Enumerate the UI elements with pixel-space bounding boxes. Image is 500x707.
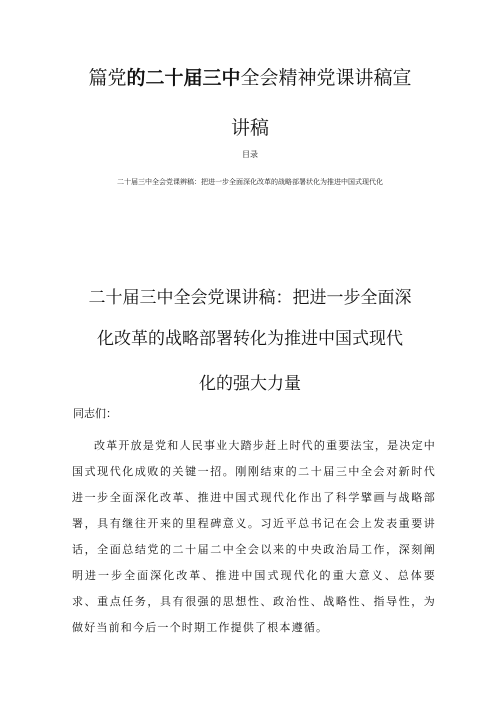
section-title-line-1: 二十届三中全会党课讲稿：把进一步全面深 <box>88 288 412 308</box>
salutation: 同志们： <box>73 407 117 420</box>
toc-heading: 目录 <box>242 150 258 159</box>
document-title-line-2: 讲稿 <box>230 117 269 139</box>
title-part-3: 全会精神党课讲稿宣 <box>240 67 412 89</box>
title-part-1: 篇党 <box>88 67 127 89</box>
section-title-line-3: 化的强大力量 <box>199 374 301 394</box>
title-part-2: 的二十届三中 <box>126 67 241 89</box>
document-title-line-1 <box>0 66 500 90</box>
body-paragraph: 改革开放是党和人民事业大踏步赶上时代的重要法宝，是决定中国式现代化成败的关键一招。刚刚结束的二十届三中全会对新时代进一步全面深化改革、推进中国式现代化作出了科学擘画与战略部署，具有继往开来的里程碑意义。习近平总书记在会上发表重要讲话，全面总结党的二十届二中全会以来的中央政治局工作，深刻阐明进一步全面深化改革、推进中国式现代化的重大意义、总体要求、重点任务，具有很强的思想性、政治性、战略性、指导性，为做好当前和今后一个时期工作提供了根本遵循。 <box>72 439 436 634</box>
section-title-line-2: 化改革的战略部署转化为推进中国式现代 <box>97 329 403 349</box>
toc-entry[interactable]: 二十届三中全会党课辨稿：把进一步全面深化改革的战略部署状化为推进中国式现代化 <box>117 178 383 186</box>
